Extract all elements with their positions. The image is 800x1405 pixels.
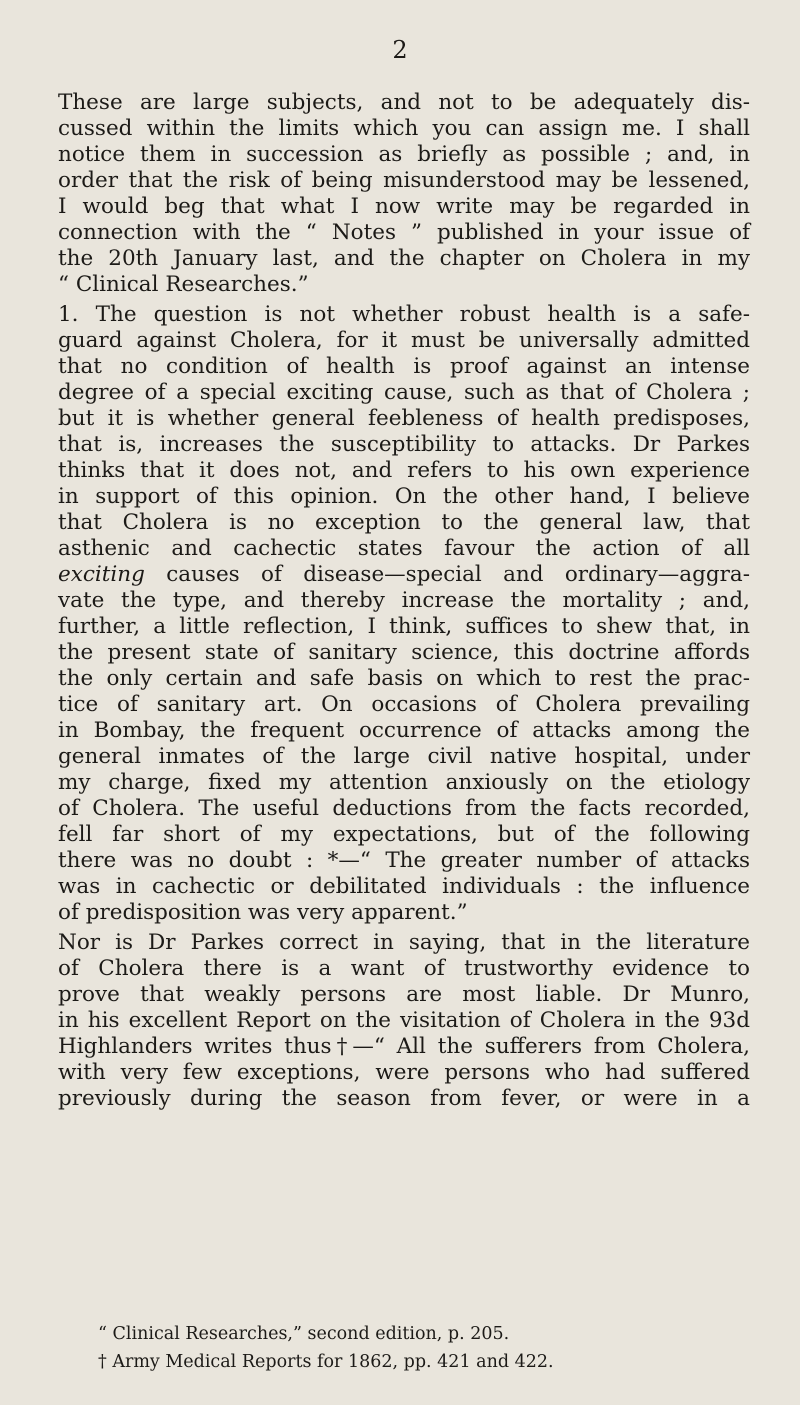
text-line: of Cholera. The useful deductions from the facts recorded, [58, 796, 750, 821]
text-line: was in cachectic or debilitated individuals : the influence [58, 874, 750, 899]
text-line: the present state of sanitary science, this doctrine affords [58, 640, 750, 665]
text-line: general inmates of the large civil native hospital, under [58, 744, 750, 769]
footnote: † Army Medical Reports for 1862, pp. 421 and 422. [98, 1352, 554, 1372]
text-line: that Cholera is no exception to the general law, that [58, 510, 750, 535]
text-line: vate the type, and thereby increase the mortality ; and, [58, 588, 750, 613]
paragraph-3 [58, 930, 750, 1112]
text-line: These are large subjects, and not to be adequately dis- [58, 90, 750, 115]
paragraph-1 [58, 90, 750, 298]
text-line: there was no doubt : *—“ The greater number of attacks [58, 848, 750, 873]
text-line: in his excellent Report on the visitation of Cholera in the 93d [58, 1008, 750, 1033]
text-line: I would beg that what I now write may be regarded in [58, 194, 750, 219]
text-line: my charge, fixed my attention anxiously on the etiology [58, 770, 750, 795]
text-line: order that the risk of being misunderstood may be lessened, [58, 168, 750, 193]
text-line: degree of a special exciting cause, such as that of Cholera ; [58, 380, 750, 405]
footnotes [58, 1320, 750, 1376]
text-line: prove that weakly persons are most liable. Dr Munro, [58, 982, 750, 1007]
text-line: in Bombay, the frequent occurrence of attacks among the [58, 718, 750, 743]
paragraph-2 [58, 302, 750, 926]
text-line: Nor is Dr Parkes correct in saying, that in the literature [58, 930, 750, 955]
page-number: 2 [392, 36, 408, 64]
text-line: of Cholera there is a want of trustworthy evidence to [58, 956, 750, 981]
text-line: connection with the “ Notes ” published in your issue of [58, 220, 750, 245]
text-line: the only certain and safe basis on which to rest the prac- [58, 666, 750, 691]
text-line: in support of this opinion. On the other hand, I believe [58, 484, 750, 509]
text-line: thinks that it does not, and refers to his own experience [58, 458, 750, 483]
text-line: Highlanders writes thus†—“ All the sufferers from Cholera, [58, 1034, 750, 1059]
text-line: fell far short of my expectations, but of the following [58, 822, 750, 847]
text-line: that is, increases the susceptibility to attacks. Dr Parkes [58, 432, 750, 457]
text-line: further, a little reflection, I think, suffices to shew that, in [58, 614, 750, 639]
text-line: the 20th January last, and the chapter on Cholera in my [58, 246, 750, 271]
text-line: previously during the season from fever, or were in a [58, 1086, 750, 1111]
text-line: of predisposition was very apparent.” [58, 900, 468, 925]
text-line: guard against Cholera, for it must be universally admitted [58, 328, 750, 353]
text-line: “ Clinical Researches.” [58, 272, 309, 297]
text-line: cussed within the limits which you can assign me. I shall [58, 116, 750, 141]
text-line: but it is whether general feebleness of health predisposes, [58, 406, 750, 431]
text-line: asthenic and cachectic states favour the action of all [58, 536, 750, 561]
body-text [58, 90, 750, 1112]
text-line: with very few exceptions, were persons who had suffered [58, 1060, 750, 1085]
text-fragment: causes of disease—special and ordinary—aggra- [144, 562, 750, 587]
footnote: “ Clinical Researches,” second edition, p. 205. [98, 1324, 510, 1344]
text-line: 1. The question is not whether robust health is a safe- [58, 302, 750, 327]
text-line: notice them in succession as briefly as possible ; and, in [58, 142, 750, 167]
italic-word: exciting [58, 562, 145, 587]
text-line: that no condition of health is proof against an intense [58, 354, 750, 379]
text-line: tice of sanitary art. On occasions of Cholera prevailing [58, 692, 750, 717]
text-line [58, 562, 750, 588]
